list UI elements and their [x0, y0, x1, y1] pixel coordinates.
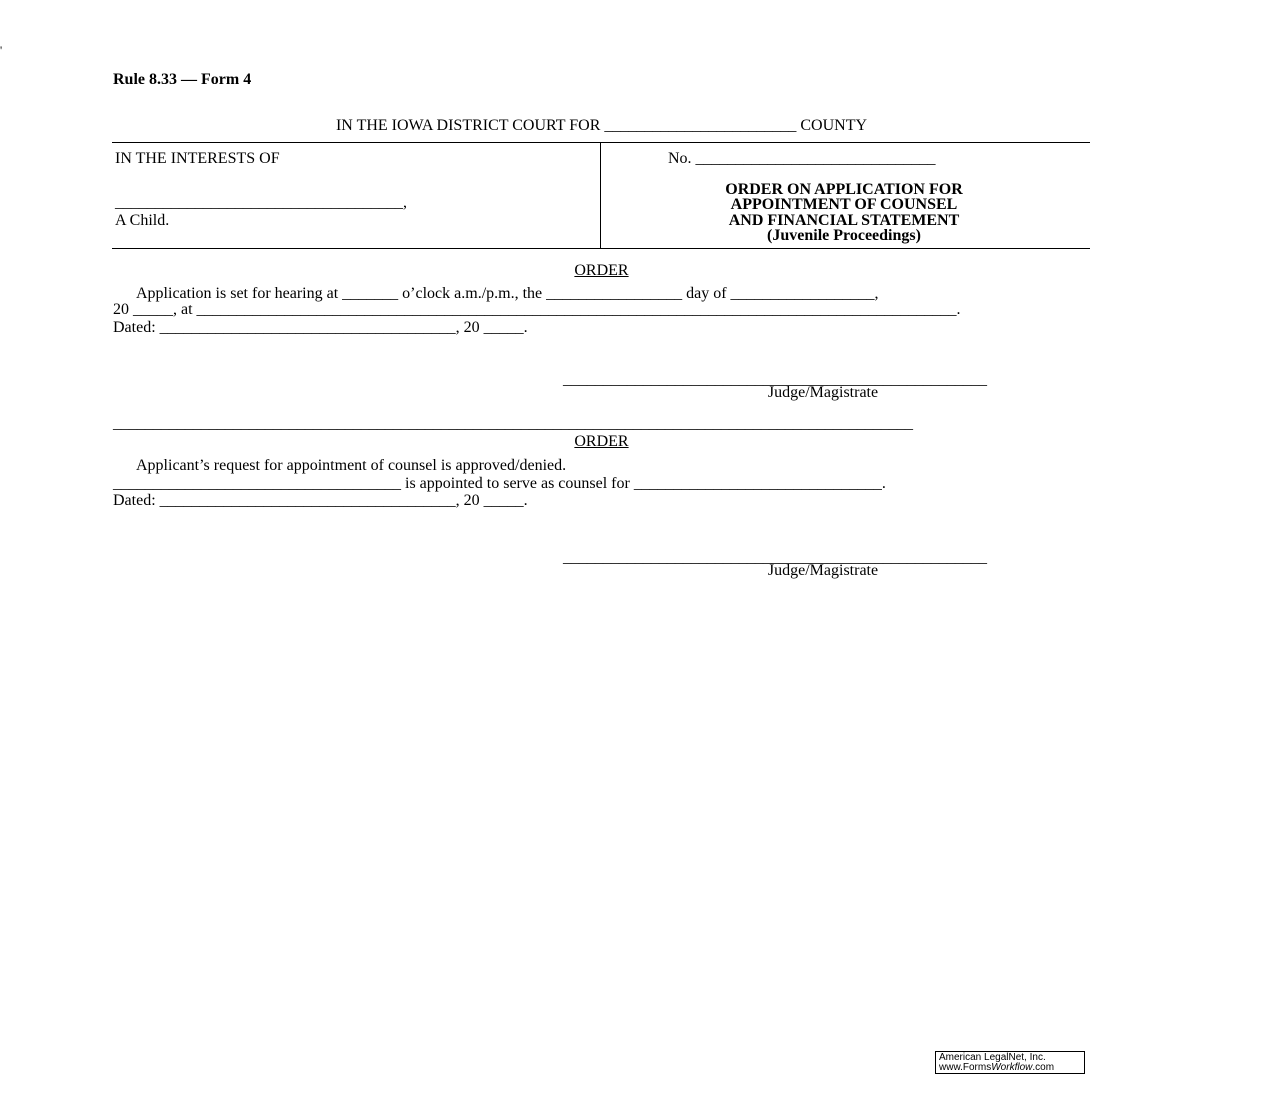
form-title-line-1: ORDER ON APPLICATION FOR	[725, 181, 963, 198]
order2-request-line: Applicant’s request for appointment of counsel is approved/denied.	[136, 457, 567, 474]
publisher-website	[939, 1063, 1084, 1073]
form-title-line-3: AND FINANCIAL STATEMENT	[728, 212, 960, 229]
order2-signature-label: Judge/Magistrate	[767, 562, 879, 579]
publisher-name: American LegalNet, Inc.	[939, 1052, 1046, 1063]
order1-location-line: 20 _____, at _______________________________________________________________________________________________.	[113, 301, 961, 318]
order2-heading: ORDER	[574, 433, 629, 450]
child-label: A Child.	[115, 212, 170, 229]
caption-top-rule	[112, 142, 1090, 143]
rule-form-label: Rule 8.33 — Form 4	[113, 71, 252, 88]
order2-signature-line: _____________________________________________________	[563, 549, 987, 566]
order1-heading: ORDER	[574, 262, 629, 279]
section-separator: ____________________________________________________________________________________________________	[113, 415, 913, 432]
court-line: IN THE IOWA DISTRICT COURT FOR ________________________ COUNTY	[335, 117, 868, 134]
interests-label: IN THE INTERESTS OF	[115, 150, 280, 167]
order2-appointment-line: ____________________________________ is appointed to serve as counsel for _______________________________.	[113, 475, 886, 492]
order1-signature-label: Judge/Magistrate	[767, 384, 879, 401]
stray-mark: '	[0, 43, 3, 57]
caption-divider	[600, 142, 601, 249]
form-title-line-4: (Juvenile Proceedings)	[767, 227, 921, 244]
website-italic: Workflow	[991, 1062, 1033, 1073]
child-name-blank: ____________________________________,	[115, 194, 407, 211]
order1-signature-line: _____________________________________________________	[563, 371, 987, 388]
website-suffix: .com	[1032, 1062, 1055, 1073]
order1-dated-line: Dated: _____________________________________, 20 _____.	[113, 319, 528, 336]
form-title-line-2: APPOINTMENT OF COUNSEL	[730, 196, 958, 213]
website-prefix: www.Forms	[939, 1062, 992, 1073]
caption-bottom-rule	[112, 248, 1090, 249]
publisher-footer	[935, 1051, 1085, 1074]
order2-dated-line: Dated: _____________________________________, 20 _____.	[113, 492, 528, 509]
order1-hearing-line: Application is set for hearing at _______ o’clock a.m./p.m., the _________________ day of __________________,	[136, 285, 879, 302]
case-number: No. ______________________________	[668, 150, 936, 167]
